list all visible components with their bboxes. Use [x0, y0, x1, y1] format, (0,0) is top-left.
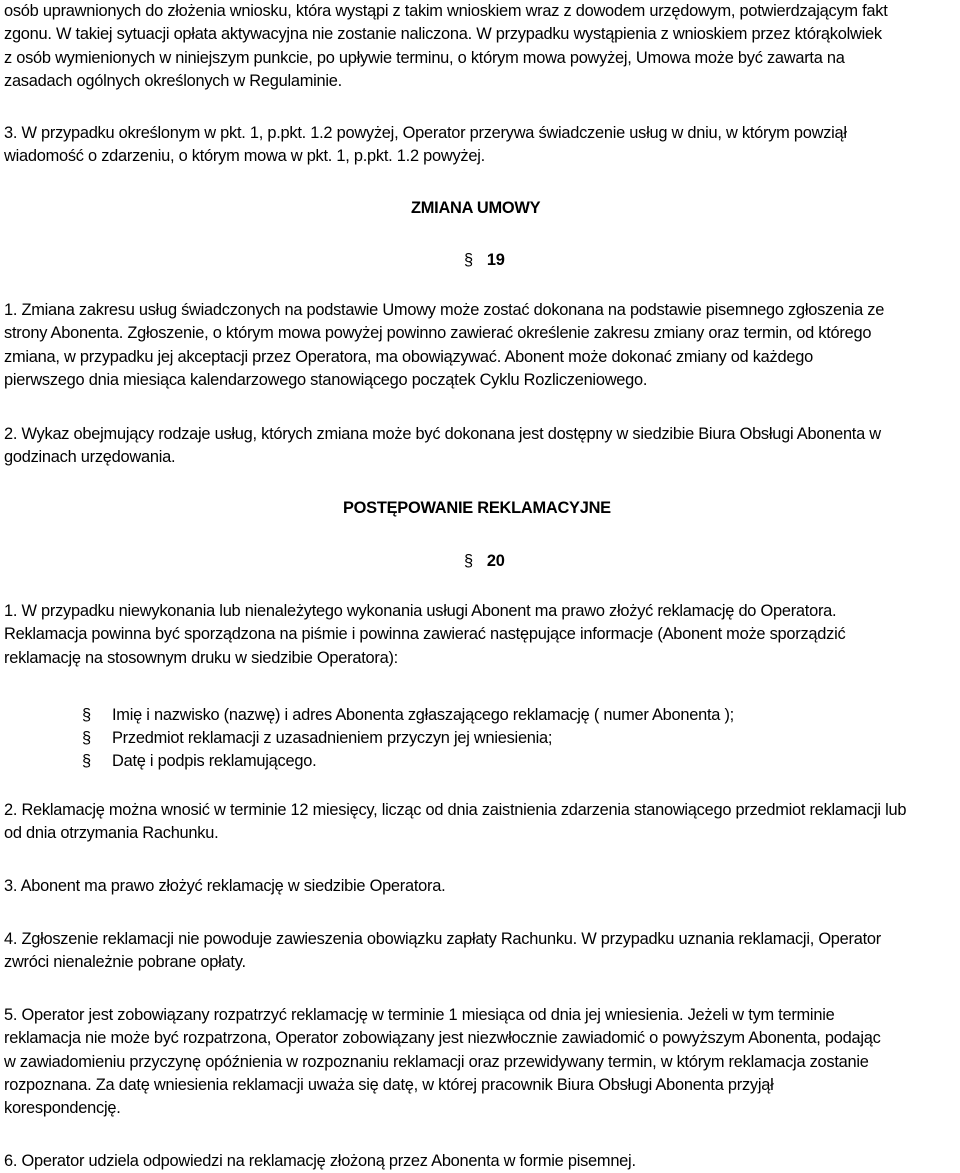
text-line: zgonu. W takiej sytuacji opłata aktywacyjna nie zostanie naliczona. W przypadku wystąpienia z wnioskiem przez którąkolwiek — [4, 25, 882, 44]
text-line: pierwszego dnia miesiąca kalendarzowego stanowiącego początek Cyklu Rozliczeniowego. — [4, 370, 648, 389]
text-line: zwróci nienależnie pobrane opłaty. — [4, 953, 246, 972]
bullet-symbol: § — [82, 752, 91, 770]
paragraph-3 — [4, 122, 958, 169]
text-line: od dnia otrzymania Rachunku. — [4, 824, 219, 843]
text-line: korespondencję. — [4, 1099, 121, 1118]
list-item — [82, 704, 734, 727]
text-line: godzinach urzędowania. — [4, 448, 176, 467]
section19-paragraph-2 — [4, 423, 958, 470]
text-line: 2. Reklamację można wnosić w terminie 12 miesięcy, licząc od dnia zaistnienia zdarzenia stanowiącego przedmiot reklamacji lub — [4, 801, 907, 819]
text-line: 1. Zmiana zakresu usług świadczonych na podstawie Umowy może zostać dokonana na podstawie pisemnego zgłoszenia ze — [4, 301, 885, 319]
section-number-19 — [464, 251, 505, 270]
bullet-symbol: § — [82, 729, 91, 747]
text-line: reklamacja nie może być rozpatrzona, Operator zobowiązany jest niezwłocznie zawiadomić o powyższym Abonenta, podając — [4, 1029, 881, 1048]
text-line: strony Abonenta. Zgłoszenie, o którym mowa powyżej powinno zawierać określenie zakresu zmiany oraz termin, od którego — [4, 324, 872, 343]
text-line: rozpoznana. Za datę wniesienia reklamacji uważa się datę, w której pracownik Biura Obsługi Abonenta przyjął — [4, 1075, 774, 1094]
section-symbol: § — [464, 552, 473, 570]
section19-paragraph-1 — [4, 299, 958, 392]
section-number: 19 — [486, 251, 505, 269]
list-item-text: Datę i podpis reklamującego. — [112, 752, 317, 770]
text-line: 4. Zgłoszenie reklamacji nie powoduje zawieszenia obowiązku zapłaty Rachunku. W przypadku uznania reklamacji, Operator — [4, 930, 881, 948]
text-line: reklamację na stosownym druku w siedzibie Operatora): — [4, 648, 398, 667]
text-line: w zawiadomieniu przyczynę opóźnienia w rozpoznaniu reklamacji oraz przewidywany termin, w którym reklamacja zostanie — [4, 1052, 869, 1071]
text-line: zmiana, w przypadku jej akceptacji przez Operatora, ma obowiązywać. Abonent może dokonać zmiany od każdego — [4, 347, 813, 366]
text-line: z osób wymienionych w niniejszym punkcie, po upływie terminu, o którym mowa powyżej, Umowa może być zawarta na — [4, 48, 845, 67]
section-symbol: § — [464, 251, 473, 269]
section20-paragraph-2 — [4, 799, 958, 846]
bullet-symbol: § — [82, 706, 91, 724]
list-item-text: Imię i nazwisko (nazwę) i adres Abonenta zgłaszającego reklamację ( numer Abonenta ); — [112, 706, 734, 724]
text-line: 3. W przypadku określonym w pkt. 1, p.pkt. 1.2 powyżej, Operator przerywa świadczenie usług w dniu, w którym powziął — [4, 124, 847, 142]
section20-paragraph-4 — [4, 928, 958, 975]
text-line: 1. W przypadku niewykonania lub nienależytego wykonania usługi Abonent ma prawo złożyć reklamację do Operatora. — [4, 602, 837, 620]
text-line: zasadach ogólnych określonych w Regulaminie. — [4, 71, 342, 90]
section-heading-zmiana-umowy: ZMIANA UMOWY — [411, 199, 541, 217]
section20-paragraph-3 — [4, 875, 958, 898]
list-item-text: Przedmiot reklamacji z uzasadnieniem przyczyn jej wniesienia; — [112, 729, 553, 747]
text-line: 5. Operator jest zobowiązany rozpatrzyć reklamację w terminie 1 miesiąca od dnia jej wniesienia. Jeżeli w tym terminie — [4, 1006, 835, 1024]
section20-paragraph-6 — [4, 1150, 958, 1173]
section-heading-postepowanie-reklamacyjne: POSTĘPOWANIE REKLAMACYJNE — [343, 499, 611, 517]
text-line: 3. Abonent ma prawo złożyć reklamację w siedzibie Operatora. — [4, 877, 446, 895]
text-line: osób uprawnionych do złożenia wniosku, która wystąpi z takim wnioskiem wraz z dowodem urzędowym, potwierdzającym fakt — [4, 2, 888, 20]
text-line: 6. Operator udziela odpowiedzi na reklamację złożoną przez Abonenta w formie pisemnej. — [4, 1152, 636, 1170]
section20-paragraph-5 — [4, 1004, 958, 1120]
section-number-20 — [464, 552, 505, 571]
intro-paragraph — [4, 0, 958, 93]
section-number: 20 — [486, 552, 505, 570]
section20-paragraph-1 — [4, 600, 958, 670]
text-line: Reklamacja powinna być sporządzona na piśmie i powinna zawierać następujące informacje (Abonent może sporządzić — [4, 625, 846, 644]
list-item — [82, 727, 552, 750]
list-item — [82, 750, 316, 773]
text-line: wiadomość o zdarzeniu, o którym mowa w pkt. 1, p.pkt. 1.2 powyżej. — [4, 147, 485, 166]
text-line: 2. Wykaz obejmujący rodzaje usług, których zmiana może być dokonana jest dostępny w siedzibie Biura Obsługi Abonenta w — [4, 425, 881, 443]
